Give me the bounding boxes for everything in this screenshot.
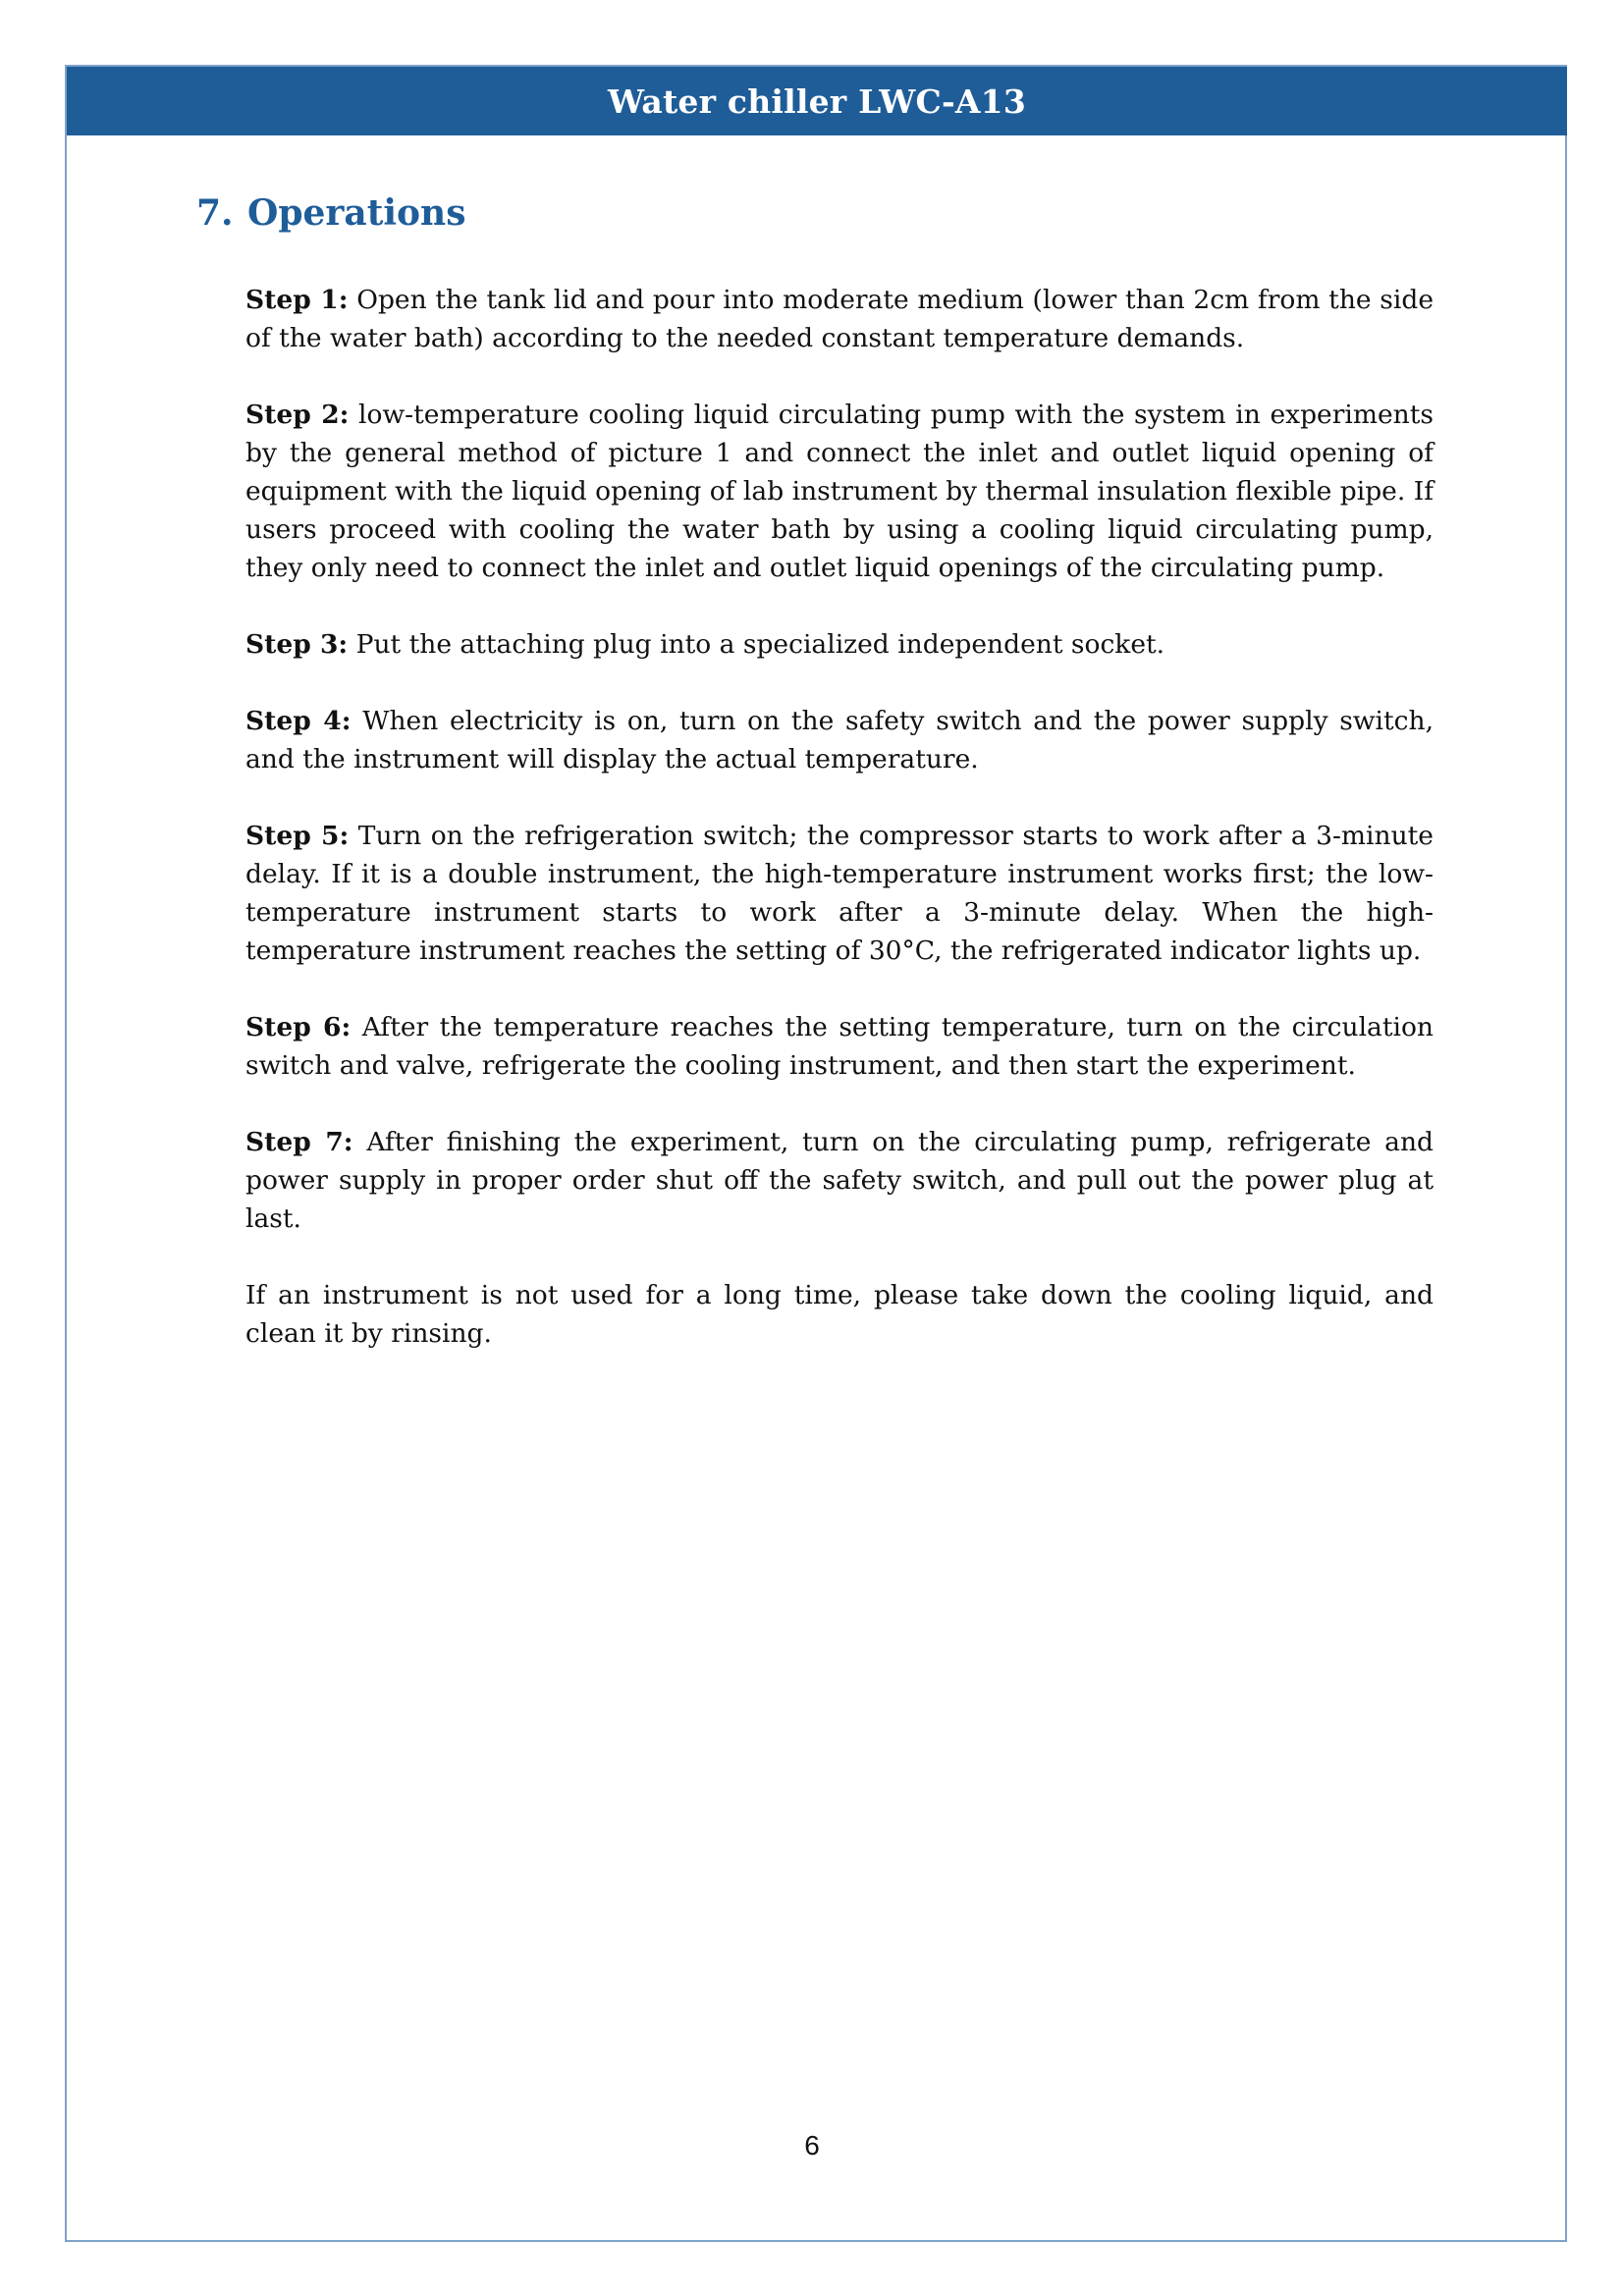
step-text: low-temperature cooling liquid circulating pump with the system in experiments by the general method of picture 1 and connect the inlet and outlet liquid opening of equipment with the liquid opening of lab instrument by thermal insulation flexible pipe. If users proceed with cooling the water bath by using a cooling liquid circulating pump, they only need to connect the inlet and outlet liquid openings of the circulating pump. xyxy=(245,400,1434,583)
section-heading xyxy=(196,192,466,234)
step-7-paragraph xyxy=(245,1123,1434,1238)
step-text: Turn on the refrigeration switch; the compressor starts to work after a 3-minute delay. If it is a double instrument, the high-temperature instrument works first; the low-temperature instrument starts to work after a 3-minute delay. When the high-temperature instrument reaches the setting of 30°C, the refrigerated indicator lights up. xyxy=(245,821,1434,966)
step-text: When electricity is on, turn on the safety switch and the power supply switch, and the instrument will display the actual temperature. xyxy=(245,706,1434,774)
step-2-paragraph xyxy=(245,396,1434,587)
document-header xyxy=(67,67,1567,135)
step-label: Step 4: xyxy=(245,706,352,736)
step-5-paragraph xyxy=(245,817,1434,970)
step-label: Step 1: xyxy=(245,285,349,315)
step-label: Step 7: xyxy=(245,1127,353,1157)
step-4-paragraph xyxy=(245,702,1434,778)
storage-note: If an instrument is not used for a long time, please take down the cooling liquid, and clean it by rinsing. xyxy=(245,1280,1434,1349)
step-text: Open the tank lid and pour into moderate medium (lower than 2cm from the side of the water bath) according to the needed constant temperature demands. xyxy=(245,285,1434,353)
operations-content xyxy=(245,281,1434,1391)
step-label: Step 2: xyxy=(245,400,350,430)
step-3-paragraph xyxy=(245,625,1434,664)
step-1-paragraph xyxy=(245,281,1434,357)
step-label: Step 3: xyxy=(245,629,349,660)
document-title: Water chiller LWC-A13 xyxy=(608,81,1026,121)
step-text: After the temperature reaches the setting temperature, turn on the circulation switch and valve, refrigerate the cooling instrument, and then start the experiment. xyxy=(245,1012,1434,1081)
step-label: Step 5: xyxy=(245,821,350,851)
section-number: 7. xyxy=(196,192,234,234)
step-text: Put the attaching plug into a specialized independent socket. xyxy=(348,629,1165,660)
step-text: After finishing the experiment, turn on the circulating pump, refrigerate and power supply in proper order shut off the safety switch, and pull out the power plug at last. xyxy=(245,1127,1434,1234)
step-6-paragraph xyxy=(245,1008,1434,1085)
page-number: 6 xyxy=(804,2130,820,2161)
section-title: Operations xyxy=(247,192,466,234)
step-label: Step 6: xyxy=(245,1012,352,1042)
